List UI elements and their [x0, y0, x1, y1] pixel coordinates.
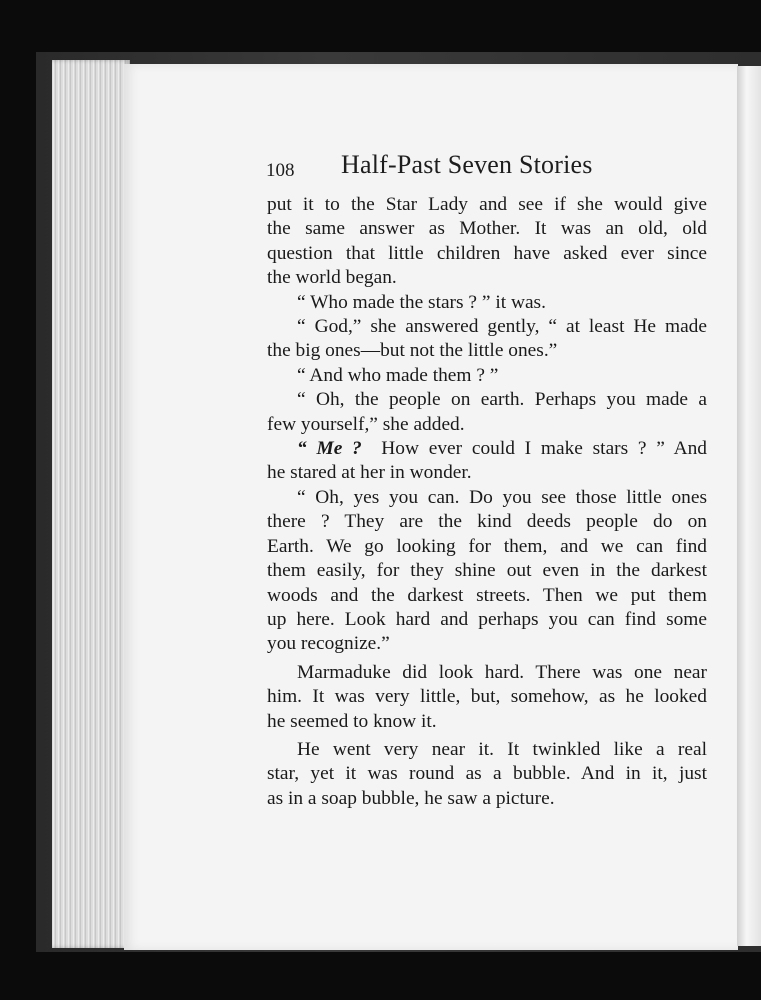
text-line: He went very near it. It twinkled like a real: [297, 738, 707, 760]
page-number: 108: [266, 160, 295, 181]
text-line-rest: How ever could I make stars ? ” And: [381, 438, 707, 460]
page-header: [266, 150, 706, 190]
text-line: them easily, for they shine out even in the darkest: [267, 560, 707, 582]
text-line: put it to the Star Lady and see if she would give: [267, 194, 707, 215]
text-line: “ Oh, the people on earth. Perhaps you made a: [297, 389, 707, 411]
page-edges: [52, 60, 130, 948]
text-line: as in a soap bubble, he saw a picture.: [267, 787, 555, 809]
text-line: you recognize.”: [267, 633, 390, 655]
text-line: “ And who made them ? ”: [297, 364, 499, 386]
text-line: star, yet it was round as a bubble. And in it, just: [267, 763, 707, 785]
text-line: question that little children have asked ever since: [267, 242, 707, 264]
body-text: [267, 193, 707, 811]
text-line: “ Oh, yes you can. Do you see those little ones: [297, 486, 707, 508]
text-line: him. It was very little, but, somehow, as he looked: [267, 686, 707, 708]
text-line: “ Who made the stars ? ” it was.: [297, 291, 546, 313]
facing-page-edge: [737, 66, 761, 946]
text-line: up here. Look hard and perhaps you can find some: [267, 608, 707, 630]
text-line: there ? They are the kind deeds people do on: [267, 511, 707, 533]
text-line: the big ones—but not the little ones.”: [267, 340, 558, 362]
text-line: he stared at her in wonder.: [267, 462, 472, 484]
text-line: “ God,” she answered gently, “ at least He made: [297, 316, 707, 338]
text-line: he seemed to know it.: [267, 710, 437, 732]
text-line: Marmaduke did look hard. There was one near: [297, 661, 707, 683]
running-title: Half-Past Seven Stories: [341, 150, 593, 179]
text-line: the same answer as Mother. It was an old, old: [267, 218, 707, 240]
text-line: the world began.: [267, 267, 397, 289]
emphasis-me: “ Me ?: [297, 438, 362, 460]
text-line: [267, 437, 707, 461]
text-line: woods and the darkest streets. Then we put them: [267, 584, 707, 606]
text-line: Earth. We go looking for them, and we can find: [267, 535, 707, 557]
text-line: few yourself,” she added.: [267, 413, 465, 435]
